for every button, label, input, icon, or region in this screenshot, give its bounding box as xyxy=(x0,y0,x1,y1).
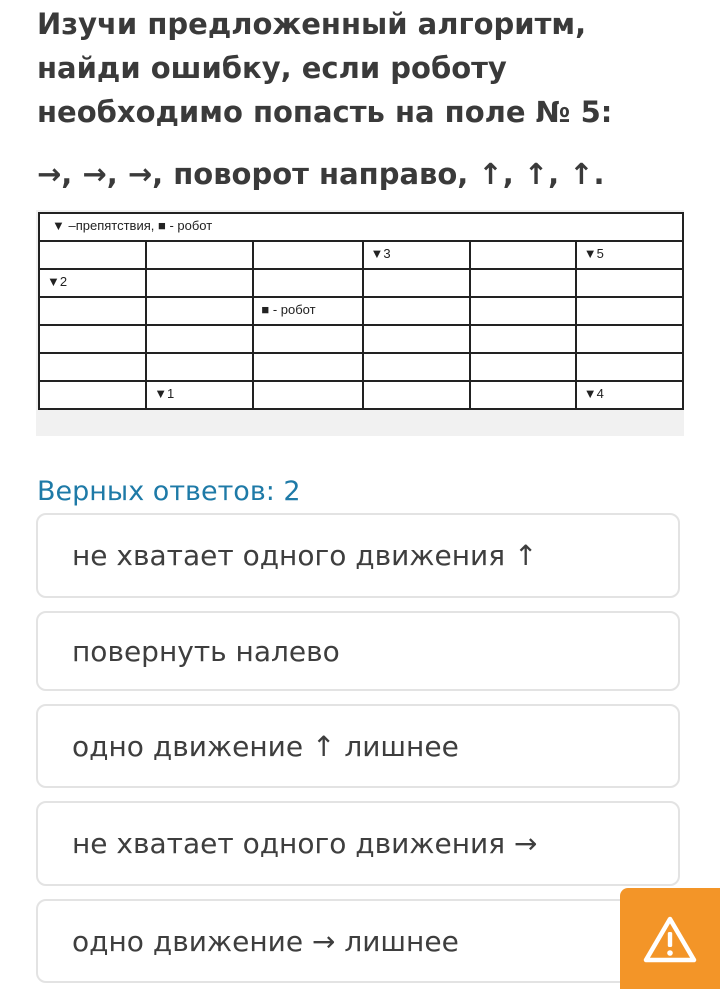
grid-row xyxy=(39,241,683,269)
grid-cell xyxy=(470,269,576,297)
answer-option-4[interactable]: не хватает одного движения → xyxy=(36,801,680,886)
grid-cell xyxy=(39,241,146,269)
grid-cell xyxy=(146,325,253,353)
grid-cell xyxy=(470,325,576,353)
grid-figure xyxy=(36,210,684,436)
grid-cell: ■ - робот xyxy=(253,297,362,325)
grid-cell xyxy=(146,269,253,297)
grid-cell xyxy=(253,269,362,297)
answer-option-5[interactable]: одно движение → лишнее xyxy=(36,899,680,983)
grid-cell: ▼4 xyxy=(576,381,683,409)
grid-cell xyxy=(146,353,253,381)
grid-cell: ▼2 xyxy=(39,269,146,297)
grid-row xyxy=(39,297,683,325)
grid-row xyxy=(39,325,683,353)
grid-cell xyxy=(363,297,470,325)
grid-cell xyxy=(253,325,362,353)
warning-triangle-icon xyxy=(643,915,697,963)
grid-cell xyxy=(576,353,683,381)
answer-option-3[interactable]: одно движение ↑ лишнее xyxy=(36,704,680,788)
grid-cell xyxy=(470,381,576,409)
algorithm-sequence: →, →, →, поворот направо, ↑, ↑, ↑. xyxy=(37,157,605,191)
grid-row xyxy=(39,353,683,381)
grid-cell xyxy=(363,353,470,381)
grid-cell xyxy=(576,297,683,325)
answer-option-2[interactable]: повернуть налево xyxy=(36,611,680,691)
answer-option-1[interactable]: не хватает одного движения ↑ xyxy=(36,513,680,598)
grid-cell xyxy=(470,241,576,269)
grid-cell xyxy=(39,297,146,325)
grid-legend: ▼ –препятствия, ■ - робот xyxy=(39,213,683,241)
correct-answers-count: Верных ответов: 2 xyxy=(37,476,301,507)
grid-cell xyxy=(576,325,683,353)
grid-cell xyxy=(146,297,253,325)
grid-cell xyxy=(253,381,362,409)
grid-cell xyxy=(576,269,683,297)
grid-cell: ▼3 xyxy=(363,241,470,269)
grid-cell xyxy=(363,381,470,409)
grid-cell xyxy=(253,353,362,381)
grid-cell xyxy=(39,325,146,353)
grid-cell: ▼5 xyxy=(576,241,683,269)
grid-cell xyxy=(470,353,576,381)
grid-cell xyxy=(39,381,146,409)
grid-cell xyxy=(39,353,146,381)
grid-cell xyxy=(146,241,253,269)
grid-row xyxy=(39,269,683,297)
grid-cell xyxy=(363,325,470,353)
grid-cell xyxy=(470,297,576,325)
grid-cell xyxy=(363,269,470,297)
question-text: Изучи предложенный алгоритм, найди ошибку, если роботу необходимо попасть на поле № 5: xyxy=(37,7,613,129)
grid-legend-row xyxy=(39,213,683,241)
robot-grid xyxy=(38,212,684,410)
report-problem-button[interactable] xyxy=(620,888,720,989)
grid-cell xyxy=(253,241,362,269)
grid-cell: ▼1 xyxy=(146,381,253,409)
grid-row xyxy=(39,381,683,409)
